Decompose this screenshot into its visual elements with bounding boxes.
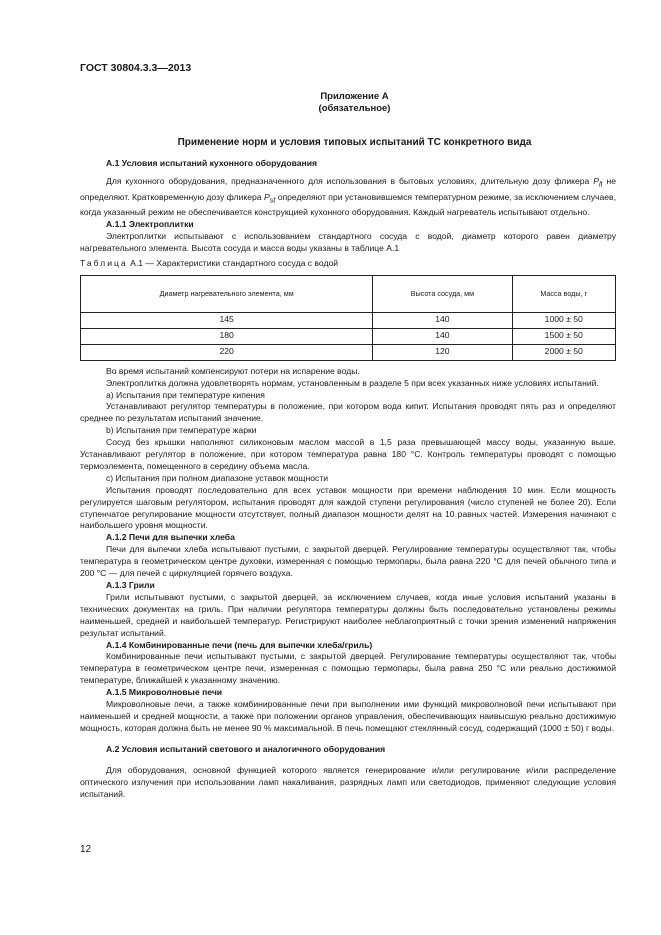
table-cell: 180: [81, 328, 373, 344]
table-cell: 2000 ± 50: [512, 344, 615, 360]
list-item-b-title: b) Испытания при температуре жарки: [106, 425, 257, 436]
paragraph-a12: Печи для выпечки хлеба испытывают пустыми, с закрытой дверцей. Регулирование температуры осуществляют так, чтобы температура в геометрическом центре духовки, измеренная с помощью термопары, была равна 220 °С для печей обычного типа и 200 °С — для печей с циркуляцией горячего воздуха.: [80, 544, 616, 579]
section-heading-a13: А.1.3 Грили: [106, 580, 155, 590]
paragraph-a15: Микроволновые печи, а также комбинированные печи при выполнении ими функций микроволновой печи испытывают при наименьшей и средней мощности, а также при положении органов управления, обеспечивающих наивысшую реально достижимую мощность, которая должна быть не менее 90 % максимальной. В печь помещают стеклянный сосуд, содержащий (1000 ± 50) г воды.: [80, 699, 616, 733]
section-heading-a14: А.1.4 Комбинированные печи (печь для выпечки хлеба/гриль): [106, 639, 373, 650]
vessel-table: [80, 275, 616, 361]
annex-status: (обязательное): [318, 103, 391, 114]
section-heading-a15: А.1.5 Микроволновые печи: [106, 687, 223, 698]
table-row: [81, 344, 616, 360]
table-cell: 140: [373, 312, 512, 328]
table-row: [81, 328, 616, 344]
list-item-c-title: с) Испытания при полном диапазоне уставок мощности: [106, 472, 329, 483]
table-cell: 1000 ± 50: [512, 312, 615, 328]
list-item-a-title: а) Испытания при температуре кипения: [106, 389, 265, 400]
table-header-diameter: Диаметр нагревательного элемента, мм: [81, 275, 373, 312]
paragraph-a11: Электроплитки испытывают с использованием стандартного сосуда с водой, диаметр которого равен диаметру нагревательного элемента. Высота сосуда и масса воды указаны в таблице А.1: [80, 230, 616, 253]
paragraph-a14: Комбинированные печи испытывают пустыми, с закрытой дверцей. Регулирование температуры осуществляют так, чтобы температура в геометрическом центре печи, измеренная с помощью термопары, была равна 250 °С или реально достижимой температуре, ближайшей к указанному значению.: [80, 651, 616, 686]
paragraph-a13: Грили испытывают пустыми, с закрытой дверцей, за исключением случаев, когда иные условия испытаний указаны в технических документах на гриль. При наличии регулятора температуры должны быть последовательно установлены режимы наименьшей, средней и наибольшей температур. Регистрируют наиболее неблагоприятный с точки зрения изменений напряжения результат испытаний.: [80, 591, 616, 638]
table-cell: 145: [81, 312, 373, 328]
section-heading-a2: А.2 Условия испытаний светового и аналогичного оборудования: [106, 743, 386, 754]
table-caption: Таблица А.1 — Характеристики стандартного сосуда с водой: [80, 257, 339, 268]
list-item-b-text: Сосуд без крышки наполняют силиконовым маслом массой в 1,5 раза превышающей массу воды, указанную выше. Устанавливают регулятор в положение, при котором температура равна 180 °С. Контроль температуры проводят с помощью термоэлемента, помещенного в середину объема масла.: [80, 437, 616, 471]
paragraph-limits: Электроплитка должна удовлетворять нормам, установленным в разделе 5 при всех указанных ниже условиях испытаний.: [106, 377, 599, 388]
document-body: [80, 158, 616, 800]
table-header-mass: Масса воды, г: [512, 275, 615, 312]
page-number: 12: [80, 844, 92, 855]
table-header-height: Высота сосуда, мм: [373, 275, 512, 312]
table-header-row: [81, 275, 616, 312]
paragraph-a1: Для кухонного оборудования, предназначенного для использования в бытовых условиях, длительную дозу фликера $P_{lt}$ не определяют. Кратковременную дозу фликера $P_{st}$ определяют при установившемся температурном режиме, за исключением случаев, когда указанный режим не обеспечивается конструкцией кухонного оборудования. Каждый нагреватель испытывают отдельно.: [80, 175, 616, 218]
table-cell: 120: [373, 344, 512, 360]
paragraph-evaporation: Во время испытаний компенсируют потери на испарение воды.: [106, 365, 360, 376]
section-heading-a11: А.1.1 Электроплитки: [106, 219, 194, 230]
section-heading-a1: А.1 Условия испытаний кухонного оборудования: [106, 158, 318, 168]
list-item-a-text: Устанавливают регулятор температуры в положение, при котором вода кипит. Испытания проводят пять раз и определяют среднее по результатам испытаний значение.: [80, 401, 616, 424]
table-cell: 1500 ± 50: [512, 328, 615, 344]
document-id-header: ГОСТ 30804.3.3—2013: [80, 62, 192, 74]
paragraph-a2: Для оборудования, основной функцией которого является генерирование и/или регулирование и/или распределение оптического излучения при использовании ламп накаливания, разрядных ламп или светодиодов, применяют следующие условия испытаний.: [80, 764, 616, 799]
table-cell: 220: [81, 344, 373, 360]
section-heading-a12: А.1.2 Печи для выпечки хлеба: [106, 532, 235, 543]
annex-main-title: Применение норм и условия типовых испытаний ТС конкретного вида: [177, 137, 532, 148]
table-cell: 140: [373, 328, 512, 344]
annex-title: Приложение А: [320, 91, 389, 102]
table-row: [81, 312, 616, 328]
list-item-c-text: Испытания проводят последовательно для всех уставок мощности при времени наблюдения 10 мин. Если мощность регулируется шаговым регулятором, испытания проводят для каждой ступени регулирования (число ступеней не более 20). Если ступенчатое регулирование мощности отсутствует, полный диапазон мощности делят на 10 равных частей. Измерения начинают с наибольшего уровня мощности.: [80, 484, 616, 531]
